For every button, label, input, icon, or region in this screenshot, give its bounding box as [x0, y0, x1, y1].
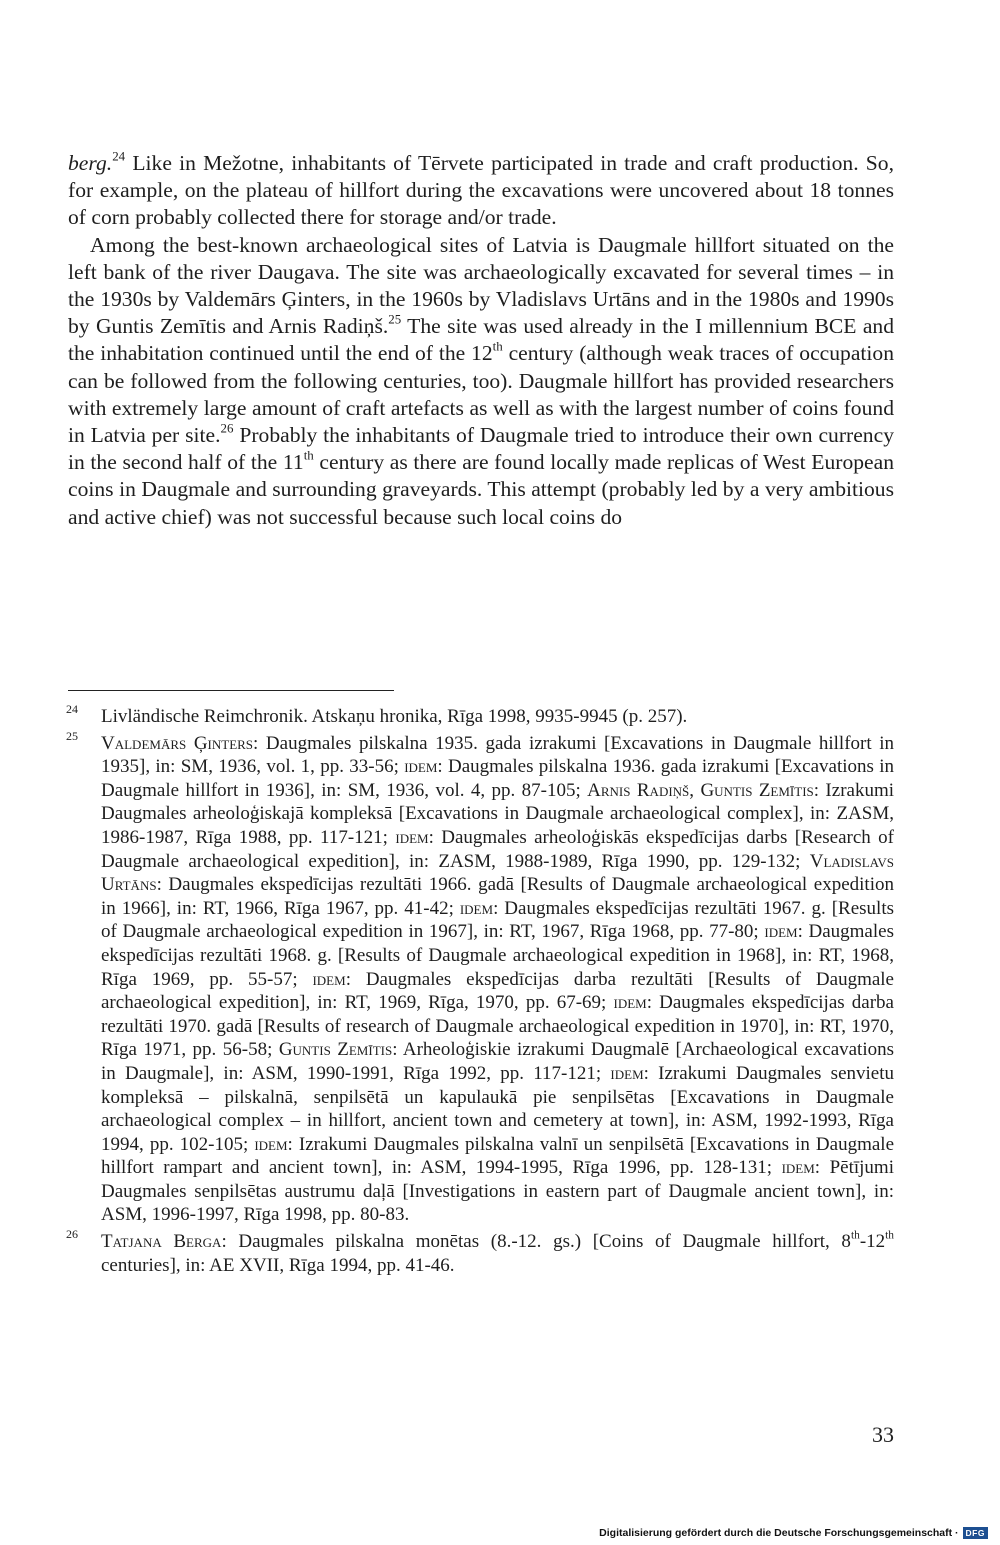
paragraph-text: The site was used already in the I millennium BCE and the inhabitation continued until the end of the 12	[68, 314, 894, 366]
citation-text: : Daugmales arheoloģiskās ekspedīcijas darbs [Research of Daugmale archaeological expedition], in: ZASM, 1988-1989, Rīga 1990, pp. 129-132;	[101, 826, 894, 872]
author-name: idem	[404, 756, 438, 778]
author-name: idem	[610, 1062, 644, 1084]
paragraph-text: Like in Mežotne, inhabitants of Tērvete participated in trade and craft production. So, for example, on the plateau of hillfort during the excavations were uncovered about 18 tonnes of corn probably collected there for storage and/or trade.	[68, 151, 894, 230]
author-name: idem	[395, 826, 429, 848]
citation-text: : Pētījumi Daugmales senpilsētas austrumu daļā [Investigations in eastern part of Daugmale ancient town], in: ASM, 1996-1997, Rīga 1998, pp. 80-83.	[101, 1157, 894, 1226]
citation-text: : Izrakumi Daugmales pilskalna valnī un senpilsētā [Excavations in Daugmale hillfort rampart and ancient town], in: ASM, 1994-1995, Rīga 1996, pp. 128-131;	[101, 1133, 894, 1179]
citation-text: : Daugmales ekspedīcijas rezultāti 1968. g. [Results of Daugmale archaeological expedition in 1968], in: RT, 1968, Rīga 1969, pp. 55-57;	[101, 921, 894, 990]
citation-text: : Daugmales ekspedīcijas rezultāti 1966. gadā [Results of Daugmale archaeological expedition in 1966], in: RT, 1966, Rīga 1967, pp. 41-42;	[101, 874, 894, 919]
italic-word: berg.	[68, 151, 113, 175]
citation-text: centuries], in: AE XVII, Rīga 1994, pp. 41-46.	[101, 1254, 455, 1276]
superscript-ordinal: th	[492, 338, 503, 354]
author-name: idem	[781, 1157, 815, 1179]
paragraph-text: Among the best-known archaeological sites of Latvia is Daugmale hillfort situated on the left bank of the river Daugava. The site was archaeologically excavated for several times – in the 1930s by Valdemārs Ģinters, in the 1960s by Vladislavs Urtāns and in the 1980s and 1990s by Guntis Zemītis and Arnis Radiņš.	[68, 232, 894, 339]
footnote-text: Livländische Reimchronik. Atskaņu hronika, Rīga 1998, 9935-9945 (p. 257).	[101, 706, 688, 727]
footnote-26	[66, 1227, 895, 1277]
citation-text: : Daugmales ekspedīcijas darba rezultāti [Results of Daugmale archaeological expedition], in: RT, 1969, Rīga, 1970, pp. 67-69;	[101, 968, 894, 1014]
main-text	[68, 150, 894, 531]
paragraph-text: century as there are found locally made replicas of West European coins in Daugmale and surrounding graveyards. This attempt (probably led by a very ambitious and active chief) was not successful because such local coins do	[68, 450, 895, 529]
footnote-24	[66, 702, 894, 729]
author-name: Guntis Zemītis	[700, 779, 814, 801]
footnote-ref[interactable]: 26	[220, 420, 234, 436]
footnote-number: 24	[66, 702, 78, 716]
superscript-ordinal: th	[303, 447, 314, 463]
citation-text: -12	[859, 1231, 886, 1253]
citation-text: : Daugmales pilskalna 1936. gada izrakumi [Excavations in Daugmale hillfort in 1936], in: SM, 1936, vol. 4, pp. 87-105;	[101, 756, 894, 801]
author-name: idem	[312, 968, 346, 990]
footnote-ref[interactable]: 24	[112, 148, 126, 164]
author-name: idem	[459, 897, 494, 919]
citation-text: : Daugmales pilskalna monētas (8.-12. gs.) [Coins of Daugmale hillfort, 8	[221, 1231, 851, 1253]
superscript-ordinal: th	[850, 1229, 860, 1242]
paragraph	[68, 232, 894, 531]
superscript-ordinal: th	[885, 1229, 895, 1242]
paragraph-text: Probably the inhabitants of Daugmale tried to introduce their own currency in the second half of the 11	[68, 423, 894, 475]
author-name: Valdemārs Ģinters	[101, 732, 254, 754]
author-name: Guntis Zemītis	[278, 1039, 393, 1061]
page-number: 33	[872, 1422, 894, 1447]
footnotes	[66, 702, 895, 1280]
digitization-credit	[599, 1527, 988, 1539]
footnote-number: 25	[66, 728, 78, 743]
author-name: idem	[613, 992, 647, 1014]
footnote-25	[66, 728, 895, 1227]
paragraph	[68, 150, 894, 232]
citation-text: : Daugmales ekspedīcijas rezultāti 1967. g. [Results of Daugmale archaeological expedition in 1967], in: RT, 1967, Rīga 1968, pp. 77-80;	[101, 897, 894, 943]
citation-text: : Arheoloģiskie izrakumi Daugmalē [Archaeological excavations in Daugmale], in: ASM, 1990-1991, Rīga 1992, pp. 117-121;	[101, 1039, 895, 1084]
citation-text: : Daugmales pilskalna 1935. gada izrakumi [Excavations in Daugmale hillfort in 1935], in: SM, 1936, vol. 1, pp. 33-56;	[101, 732, 894, 778]
footnote-ref[interactable]: 25	[388, 311, 402, 327]
dfg-logo: DFG	[963, 1527, 988, 1539]
author-name: idem	[764, 921, 798, 943]
paragraph-text: century (although weak traces of occupation can be followed from the following centuries, too). Daugmale hillfort has provided researchers with extremely large amount of craft artefacts as well as with the largest number of coins found in Latvia per site.	[68, 341, 895, 448]
footnote-separator	[68, 690, 394, 691]
citation-text: : Izrakumi Daugmales senvietu kompleksā – pilskalnā, senpilsētā un kapulaukā pie senpilsētas [Excavations in Daugmale archaeological complex – in hillfort, ancient town and cemetery at town], in: ASM, 1992-1993, Rīga 1994, pp. 102-105;	[101, 1062, 894, 1155]
citation-text: : Izrakumi Daugmales arheoloģiskajā kompleksā [Excavations in Daugmale archaeological complex], in: ZASM, 1986-1987, Rīga 1988, pp. 117-121;	[101, 779, 895, 848]
author-name: Arnis Radiņš	[587, 779, 690, 801]
citation-text: : Daugmales ekspedīcijas darba rezultāti 1970. gadā [Results of research of Daugmale archaeological expedition in 1970], in: RT, 1970, Rīga 1971, pp. 56-58;	[101, 992, 894, 1061]
citation-text: ,	[689, 779, 701, 801]
author-name: Tatjana Berga	[101, 1231, 222, 1253]
author-name: Vladislavs Urtāns	[101, 850, 894, 896]
credit-text: Digitalisierung gefördert durch die Deutsche Forschungsgemeinschaft ·	[599, 1527, 959, 1539]
footnote-number: 26	[66, 1227, 78, 1242]
author-name: idem	[254, 1133, 288, 1155]
